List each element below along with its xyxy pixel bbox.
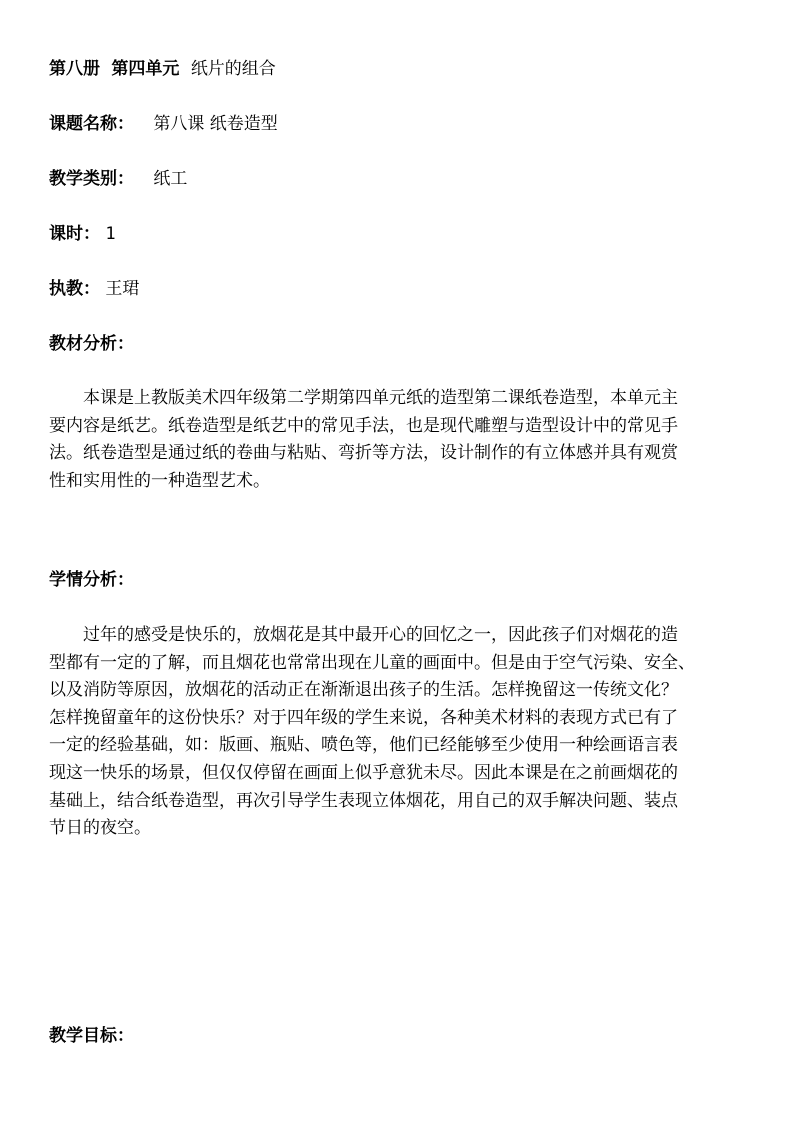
unit-label: 第四单元 [111, 59, 180, 79]
hours-value: 1 [105, 224, 116, 244]
paragraph-line: 法。纸卷造型是通过纸的卷曲与粘贴、弯折等方法，设计制作的有立体感并具有观赏 [49, 443, 678, 464]
lesson-name-row [49, 113, 278, 135]
book-label: 第八册 [49, 59, 100, 79]
paragraph-line: 性和实用性的一种造型艺术。 [49, 470, 270, 491]
material-analysis-paragraph [49, 385, 761, 495]
student-analysis-paragraph [49, 622, 761, 843]
teaching-goals-heading: 教学目标： [49, 1026, 134, 1046]
paragraph-line: 现这一快乐的场景，但仅仅停留在画面上似乎意犹未尽。因此本课是在之前画烟花的 [49, 762, 678, 783]
category-value: 纸工 [153, 169, 188, 189]
paragraph-line: 怎样挽留童年的这份快乐？对于四年级的学生来说，各种美术材料的表现方式已有了 [49, 707, 678, 728]
category-row [49, 168, 187, 190]
lesson-name-value: 第八课 纸卷造型 [153, 114, 278, 134]
paragraph-line: 节日的夜空。 [49, 818, 151, 839]
paragraph-line: 要内容是纸艺。纸卷造型是纸艺中的常见手法，也是现代雕塑与造型设计中的常见手 [49, 415, 678, 436]
student-analysis-heading: 学情分析： [49, 570, 134, 590]
paragraph-line: 以及消防等原因，放烟花的活动正在渐渐退出孩子的生活。怎样挽留这一传统文化？ [49, 680, 678, 701]
lesson-name-label: 课题名称： [49, 114, 134, 134]
paragraph-line: 一定的经验基础，如：版画、瓶贴、喷色等，他们已经能够至少使用一种绘画语言表 [49, 735, 678, 756]
teacher-value: 王珺 [105, 279, 140, 299]
paragraph-line: 过年的感受是快乐的，放烟花是其中最开心的回忆之一，因此孩子们对烟花的造 [83, 625, 678, 645]
teacher-row [49, 278, 139, 300]
hours-label: 课时： [49, 224, 100, 244]
document-header [49, 58, 276, 80]
category-label: 教学类别： [49, 169, 134, 189]
paragraph-line: 型都有一定的了解，而且烟花也常常出现在儿童的画面中。但是由于空气污染、安全、 [49, 652, 695, 673]
hours-row [49, 223, 116, 245]
teacher-label: 执教： [49, 279, 100, 299]
material-analysis-heading: 教材分析： [49, 334, 134, 354]
unit-title: 纸片的组合 [190, 59, 276, 79]
paragraph-line: 基础上，结合纸卷造型，再次引导学生表现立体烟花，用自己的双手解决问题、装点 [49, 790, 678, 811]
paragraph-line: 本课是上教版美术四年级第二学期第四单元纸的造型第二课纸卷造型，本单元主 [83, 388, 678, 408]
